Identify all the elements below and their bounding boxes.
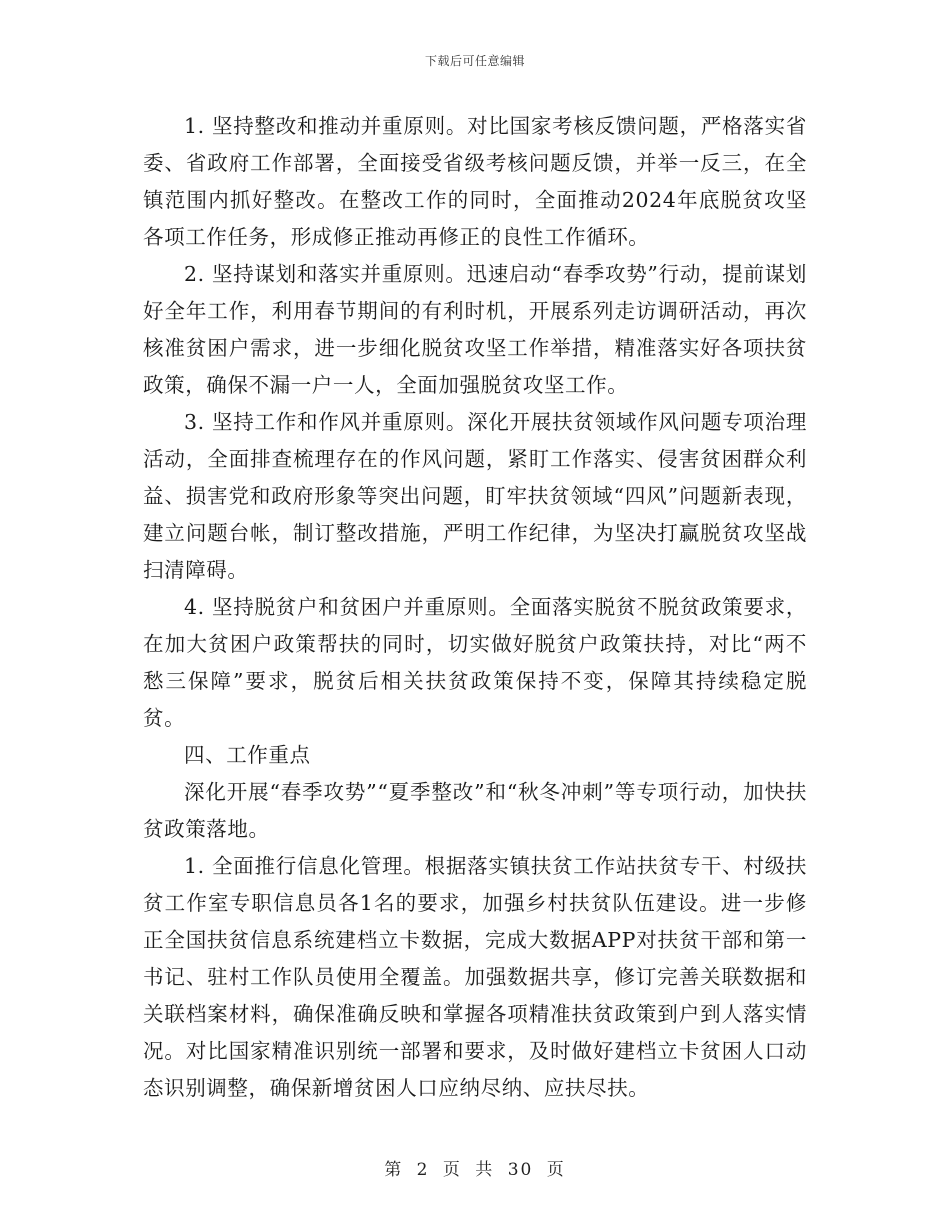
document-body [143,108,807,1107]
paragraph-principle-4: 4. 坚持脱贫户和贫困户并重原则。全面落实脱贫不脱贫政策要求，在加大贫困户政策帮扶的同时，切实做好脱贫户政策扶持，对比“两不愁三保障”要求，脱贫后相关扶贫政策保持不变，保障其持续稳定脱贫。 [143,595,807,730]
paragraph-principle-3: 3. 坚持工作和作风并重原则。深化开展扶贫领域作风问题专项治理活动，全面排查梳理存在的作风问题，紧盯工作落实、侵害贫困群众利益、损害党和政府形象等突出问题，盯牢扶贫领域“四风”问题新表现，建立问题台帐，制订整改措施，严明工作纪律，为坚决打赢脱贫攻坚战扫清障碍。 [143,410,807,582]
paragraph-principle-2: 2. 坚持谋划和落实并重原则。迅速启动“春季攻势”行动，提前谋划好全年工作，利用春节期间的有利时机，开展系列走访调研活动，再次核准贫困户需求，进一步细化脱贫攻坚工作举措，精准落实好各项扶贫政策，确保不漏一户一人，全面加强脱贫攻坚工作。 [143,262,807,397]
section-heading-work-focus: 四、工作重点 [184,743,311,767]
paragraph-focus-intro: 深化开展“春季攻势”“夏季整改”和“秋冬冲刺”等专项行动，加快扶贫政策落地。 [143,780,807,841]
page-header-note: 下载后可任意编辑 [424,54,525,68]
paragraph-focus-1: 1. 全面推行信息化管理。根据落实镇扶贫工作站扶贫专干、村级扶贫工作室专职信息员各1名的要求，加强乡村扶贫队伍建设。进一步修正全国扶贫信息系统建档立卡数据，完成大数据APP对扶贫干部和第一书记、驻村工作队员使用全覆盖。加强数据共享，修订完善关联数据和关联档案材料，确保准确反映和掌握各项精准扶贫政策到户到人落实情况。对比国家精准识别统一部署和要求，及时做好建档立卡贫困人口动态识别调整，确保新增贫困人口应纳尽纳、应扶尽扶。 [143,854,807,1100]
page-number-footer: 第 2 页 共 30 页 [384,1160,566,1180]
paragraph-principle-1: 1. 坚持整改和推动并重原则。对比国家考核反馈问题，严格落实省委、省政府工作部署，全面接受省级考核问题反馈，并举一反三，在全镇范围内抓好整改。在整改工作的同时，全面推动2024年底脱贫攻坚各项工作任务，形成修正推动再修正的良性工作循环。 [143,114,807,249]
